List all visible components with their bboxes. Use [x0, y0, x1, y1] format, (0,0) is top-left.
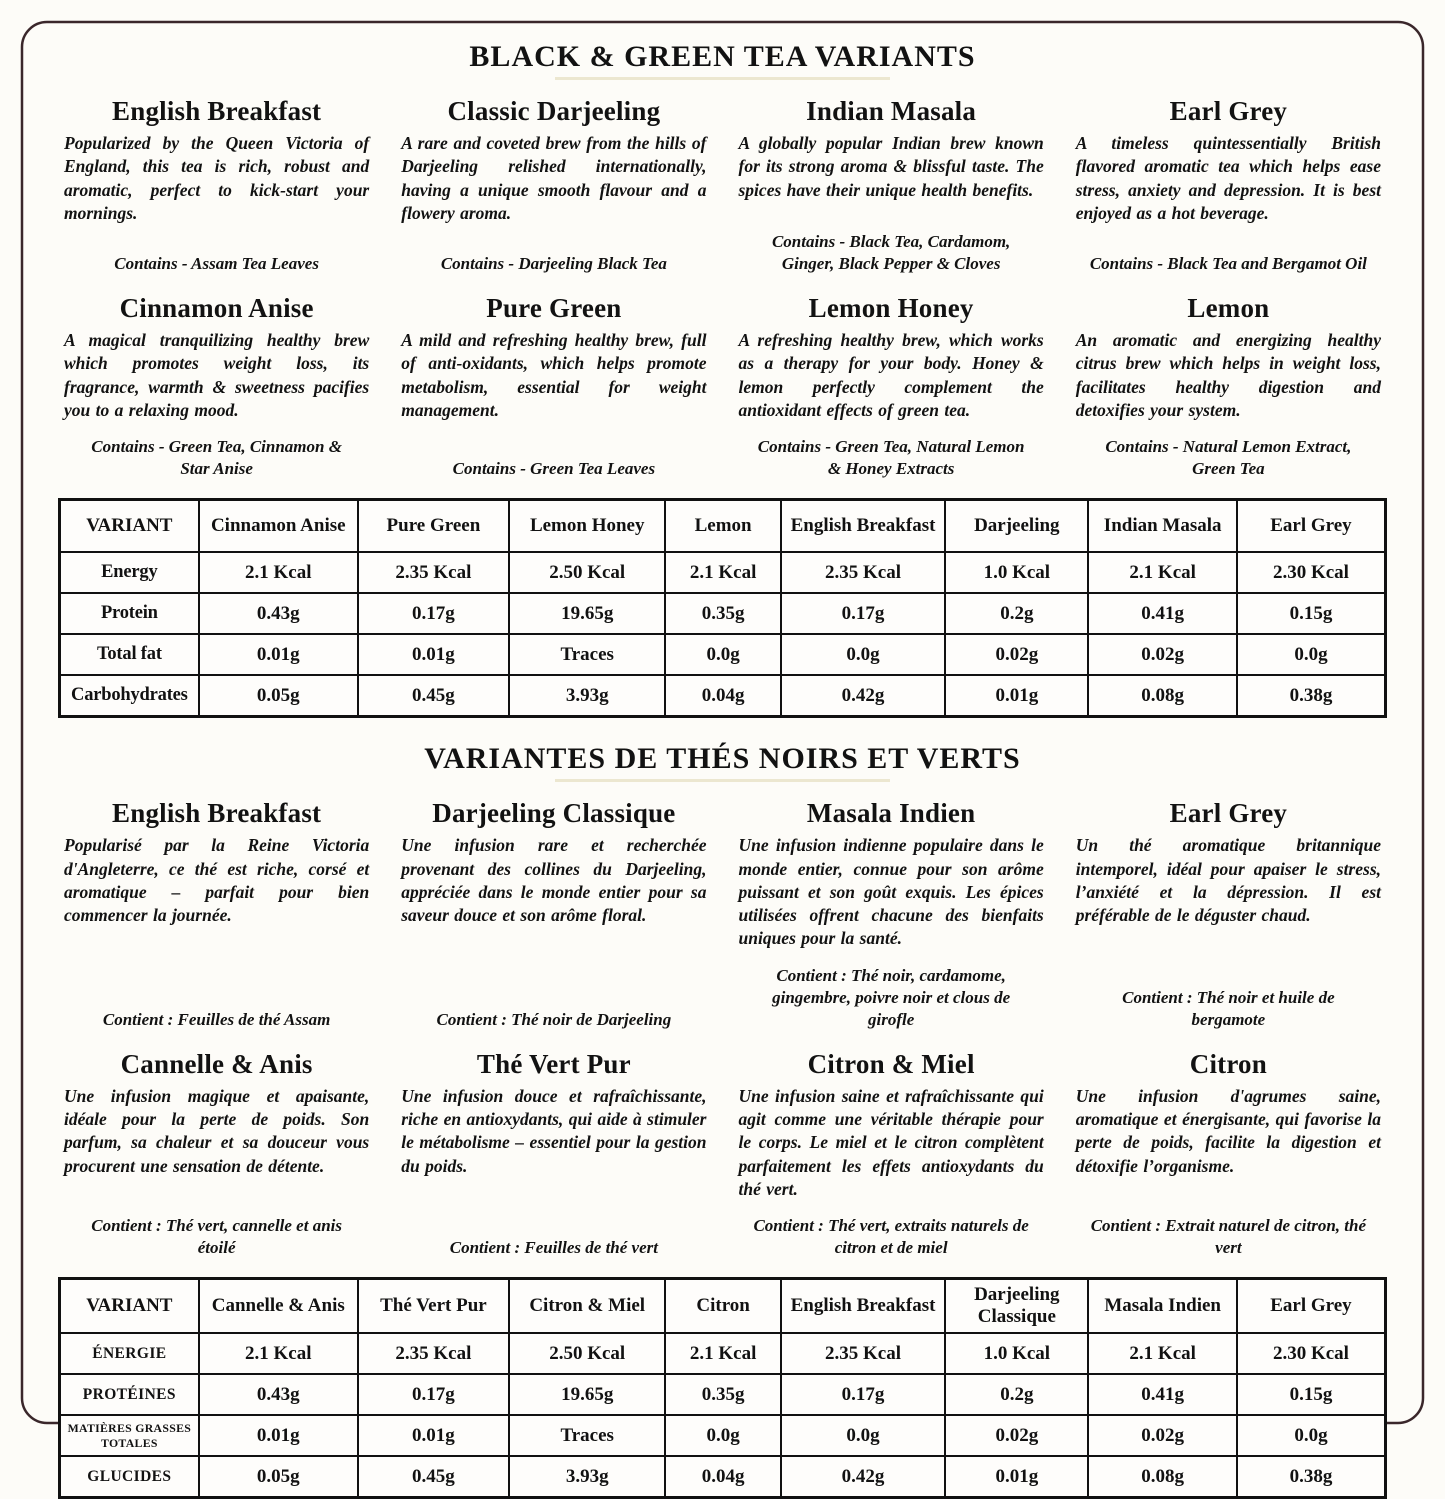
table-cell: 0.38g [1237, 1456, 1386, 1498]
tea-card [1076, 1045, 1381, 1270]
table-cell: 3.93g [509, 1456, 665, 1498]
tea-name: Cinnamon Anise [119, 293, 314, 323]
table-cell: 0.2g [945, 593, 1088, 634]
table-cell: 0.35g [665, 1374, 780, 1415]
tea-name: Darjeeling Classique [432, 798, 676, 829]
row-label: ÉNERGIE [60, 1333, 199, 1374]
tea-card [739, 289, 1044, 490]
tea-ingredients: Contains - Black Tea and Bergamot Oil [1089, 253, 1367, 273]
table-cell: 0.45g [358, 675, 509, 717]
tea-ingredients: Contains - Natural Lemon Extract, Green Tea [1105, 437, 1352, 479]
tea-description: Une infusion saine et rafraîchissante qui agit comme une véritable thérapie pour le corps. Le miel et le citron complètent parfaitement les effets antioxydants du thé vert. [738, 1085, 1044, 1199]
table-cell: 0.17g [358, 1374, 509, 1415]
table-cell: 0.04g [665, 675, 780, 717]
tea-name: Citron [1189, 1048, 1267, 1079]
table-cell: 1.0 Kcal [945, 552, 1088, 593]
table-cell: 0.0g [781, 1415, 945, 1456]
tea-ingredients: Contient : Thé vert, extraits naturels de citron et de miel [753, 1216, 1029, 1258]
table-cell: 0.17g [358, 593, 509, 634]
column-header: English Breakfast [781, 1279, 945, 1333]
table-cell: 0.0g [665, 1415, 780, 1456]
tea-card [401, 1045, 706, 1270]
tea-name: Masala Indien [806, 798, 976, 829]
table-cell: 0.02g [945, 634, 1088, 675]
table-cell: 0.01g [199, 1415, 358, 1456]
tea-card [1076, 794, 1381, 1041]
tea-description: A rare and coveted brew from the hills of Darjeeling relished internationally, having a unique smooth flavour and a flowery aroma. [401, 133, 707, 223]
table-cell: 2.1 Kcal [199, 552, 358, 593]
tea-ingredients: Contient : Extrait naturel de citron, thé vert [1090, 1216, 1367, 1258]
table-cell: 0.0g [665, 634, 780, 675]
row-label: Protein [60, 593, 199, 634]
column-header: VARIANT [60, 500, 199, 553]
tea-name: Pure Green [486, 293, 622, 323]
tea-ingredients: Contains - Green Tea, Cinnamon & Star Anise [91, 437, 342, 479]
table-cell: 0.15g [1237, 593, 1386, 634]
tea-ingredients: Contient : Thé noir et huile de bergamote [1122, 987, 1335, 1029]
table-header-row [60, 1279, 1386, 1333]
table-row [60, 1374, 1386, 1415]
tea-grid-french [58, 794, 1387, 1269]
tea-grid-english [58, 92, 1387, 490]
table-cell: 0.02g [1088, 634, 1237, 675]
table-cell: 0.05g [199, 1456, 358, 1498]
table-cell: 0.42g [781, 675, 945, 717]
table-cell: 0.0g [1237, 634, 1386, 675]
tea-card [401, 92, 706, 285]
tea-ingredients: Contient : Feuilles de thé vert [449, 1238, 658, 1258]
tea-description: Popularized by the Queen Victoria of England, this tea is rich, robust and aromatic, perfect to kick-start your mornings. [64, 133, 370, 223]
table-cell: 0.02g [945, 1415, 1088, 1456]
tea-description: Une infusion douce et rafraîchissante, riche en antioxydants, qui aide à stimuler le métabolisme – essentiel pour la gestion du poids. [401, 1085, 707, 1176]
table-cell: 0.41g [1088, 593, 1237, 634]
table-cell: 0.17g [781, 593, 945, 634]
column-header: English Breakfast [781, 500, 945, 553]
column-header: Cinnamon Anise [199, 500, 358, 553]
table-cell: 19.65g [509, 1374, 665, 1415]
table-cell: 1.0 Kcal [945, 1333, 1088, 1374]
table-cell: 2.35 Kcal [781, 552, 945, 593]
section-title-english: BLACK & GREEN TEA VARIANTS [469, 40, 976, 73]
table-cell: 2.30 Kcal [1237, 552, 1386, 593]
column-header: Citron & Miel [509, 1279, 665, 1333]
table-cell: 0.35g [665, 593, 780, 634]
row-label: Energy [60, 552, 199, 593]
tea-card [64, 289, 369, 490]
table-row [60, 675, 1386, 717]
table-cell: 0.01g [199, 634, 358, 675]
table-row [60, 1415, 1386, 1456]
table-cell: 0.38g [1237, 675, 1386, 717]
tea-description: Un thé aromatique britannique intemporel, idéal pour apaiser le stress, l’anxiété et la dépression. Il est préférable de le déguster chaud. [1075, 835, 1381, 926]
table-cell: 0.01g [945, 675, 1088, 717]
table-cell: 0.17g [781, 1374, 945, 1415]
table-cell: 2.1 Kcal [665, 1333, 780, 1374]
row-label: Total fat [60, 634, 199, 675]
tea-description: Une infusion rare et recherchée provenant des collines du Darjeeling, appréciée dans le monde entier pour sa saveur douce et son arôme floral. [401, 835, 707, 926]
column-header: Thé Vert Pur [358, 1279, 509, 1333]
table-cell: 0.04g [665, 1456, 780, 1498]
tea-description: Popularisé par la Reine Victoria d'Angleterre, ce thé est riche, corsé et aromatique – parfait pour bien commencer la journée. [64, 835, 370, 926]
tea-description: A magical tranquilizing healthy brew which promotes weight loss, its fragrance, warmth & sweetness pacifies you to a relaxing mood. [64, 330, 370, 420]
table-cell: 0.43g [199, 593, 358, 634]
table-cell: 0.08g [1088, 1456, 1237, 1498]
tea-ingredients: Contains - Green Tea Leaves [452, 459, 656, 479]
table-cell: 0.45g [358, 1456, 509, 1498]
tea-description: A refreshing healthy brew, which works as a therapy for your body. Honey & lemon perfectly complement the antioxidant effects of green tea. [738, 330, 1044, 420]
tea-description: A mild and refreshing healthy brew, full of anti-oxidants, which helps promote metabolism, essential for weight management. [401, 330, 707, 420]
tea-name: Cannelle & Anis [120, 1048, 313, 1079]
table-cell: 19.65g [509, 593, 665, 634]
tea-description: Une infusion d'agrumes saine, aromatique et énergisante, qui favorise la perte de poids, facilite la digestion et détoxifie l’organisme. [1075, 1085, 1381, 1176]
table-cell: Traces [509, 634, 665, 675]
tea-ingredients: Contient : Thé vert, cannelle et anis étoilé [91, 1216, 342, 1258]
tea-name: English Breakfast [112, 798, 322, 829]
table-row [60, 634, 1386, 675]
tea-ingredients: Contains - Assam Tea Leaves [114, 253, 319, 273]
table-row [60, 593, 1386, 634]
tea-card [739, 92, 1044, 285]
tea-card [401, 794, 706, 1041]
table-cell: 0.05g [199, 675, 358, 717]
column-header: Cannelle & Anis [199, 1279, 358, 1333]
table-cell: 0.0g [781, 634, 945, 675]
table-cell: 0.01g [358, 634, 509, 675]
column-header: Darjeeling [945, 500, 1088, 553]
tea-name: Lemon [1187, 293, 1270, 323]
table-cell: 0.41g [1088, 1374, 1237, 1415]
table-cell: 2.35 Kcal [781, 1333, 945, 1374]
tea-card [64, 794, 369, 1041]
row-label: MATIÈRES GRASSES TOTALES [60, 1415, 199, 1456]
tea-card [64, 1045, 369, 1270]
tea-name: Classic Darjeeling [447, 96, 661, 126]
table-cell: 2.1 Kcal [1088, 552, 1237, 593]
table-cell: 0.15g [1237, 1374, 1386, 1415]
tea-card [739, 1045, 1044, 1270]
tea-description: A timeless quintessentially British flavored aromatic tea which helps ease stress, anxiety and depression. It is best enjoyed as a hot beverage. [1075, 133, 1381, 223]
tea-name: Thé Vert Pur [476, 1048, 631, 1079]
table-cell: 2.1 Kcal [1088, 1333, 1237, 1374]
column-header: Earl Grey [1237, 1279, 1386, 1333]
row-label: GLUCIDES [60, 1456, 199, 1498]
table-cell: 2.30 Kcal [1237, 1333, 1386, 1374]
title-underline [555, 779, 890, 782]
column-header: Citron [665, 1279, 780, 1333]
tea-name: Lemon Honey [808, 293, 974, 323]
section-french [58, 742, 1387, 1499]
column-header: VARIANT [60, 1279, 199, 1333]
table-cell: 0.43g [199, 1374, 358, 1415]
table-cell: 2.35 Kcal [358, 552, 509, 593]
table-cell: 0.08g [1088, 675, 1237, 717]
table-row [60, 552, 1386, 593]
table-cell: 2.50 Kcal [509, 1333, 665, 1374]
table-cell: 0.2g [945, 1374, 1088, 1415]
tea-ingredients: Contient : Feuilles de thé Assam [102, 1009, 331, 1029]
label-content [58, 30, 1387, 1499]
column-header: Lemon [665, 500, 780, 553]
section-title-french: VARIANTES DE THÉS NOIRS ET VERTS [424, 742, 1021, 776]
column-header: Lemon Honey [509, 500, 665, 553]
tea-card [1076, 289, 1381, 490]
column-header: Masala Indien [1088, 1279, 1237, 1333]
table-cell: 0.01g [945, 1456, 1088, 1498]
table-cell: 0.42g [781, 1456, 945, 1498]
column-header: Indian Masala [1088, 500, 1237, 553]
tea-name: English Breakfast [112, 96, 322, 126]
column-header: Pure Green [358, 500, 509, 553]
section-english [58, 40, 1387, 718]
table-row [60, 1333, 1386, 1374]
table-cell: 2.1 Kcal [199, 1333, 358, 1374]
tea-ingredients: Contains - Green Tea, Natural Lemon & Honey Extracts [757, 437, 1025, 479]
title-underline [555, 77, 890, 80]
table-cell: 2.1 Kcal [665, 552, 780, 593]
table-cell: 0.0g [1237, 1415, 1386, 1456]
tea-card [1076, 92, 1381, 285]
tea-card [739, 794, 1044, 1041]
tea-name: Citron & Miel [807, 1048, 975, 1079]
tea-ingredients: Contains - Black Tea, Cardamom, Ginger, Black Pepper & Cloves [771, 231, 1011, 273]
table-cell: 3.93g [509, 675, 665, 717]
table-cell: 0.01g [358, 1415, 509, 1456]
tea-description: An aromatic and energizing healthy citrus brew which helps in weight loss, facilitates healthy digestion and detoxifies your system. [1075, 330, 1381, 420]
tea-card [64, 92, 369, 285]
table-cell: 2.50 Kcal [509, 552, 665, 593]
tea-description: Une infusion magique et apaisante, idéale pour la perte de poids. Son parfum, sa chaleur et sa douceur vous procurent une sensation de détente. [64, 1085, 370, 1176]
table-cell: 2.35 Kcal [358, 1333, 509, 1374]
table-cell: Traces [509, 1415, 665, 1456]
tea-ingredients: Contient : Thé noir de Darjeeling [436, 1009, 672, 1029]
tea-ingredients: Contient : Thé noir, cardamome, gingembre, poivre noir et clous de girofle [772, 965, 1011, 1029]
row-label: PROTÉINES [60, 1374, 199, 1415]
tea-name: Earl Grey [1169, 96, 1288, 126]
tea-description: A globally popular Indian brew known for its strong aroma & blissful taste. The spices have their unique health benefits. [738, 133, 1044, 200]
table-header-row [60, 500, 1386, 553]
nutrition-table-english [58, 498, 1387, 718]
column-header: Darjeeling Classique [945, 1279, 1088, 1333]
column-header: Earl Grey [1237, 500, 1386, 553]
tea-description: Une infusion indienne populaire dans le monde entier, connue pour son arôme puissant et son goût exquis. Les épices utilisées offrent chacune des bienfaits uniques pour la santé. [738, 835, 1044, 949]
nutrition-table-french [58, 1277, 1387, 1499]
tea-card [401, 289, 706, 490]
tea-name: Indian Masala [806, 96, 977, 126]
tea-ingredients: Contains - Darjeeling Black Tea [440, 253, 667, 273]
table-cell: 0.02g [1088, 1415, 1237, 1456]
tea-name: Earl Grey [1169, 798, 1288, 829]
table-row [60, 1456, 1386, 1498]
row-label: Carbohydrates [60, 675, 199, 717]
